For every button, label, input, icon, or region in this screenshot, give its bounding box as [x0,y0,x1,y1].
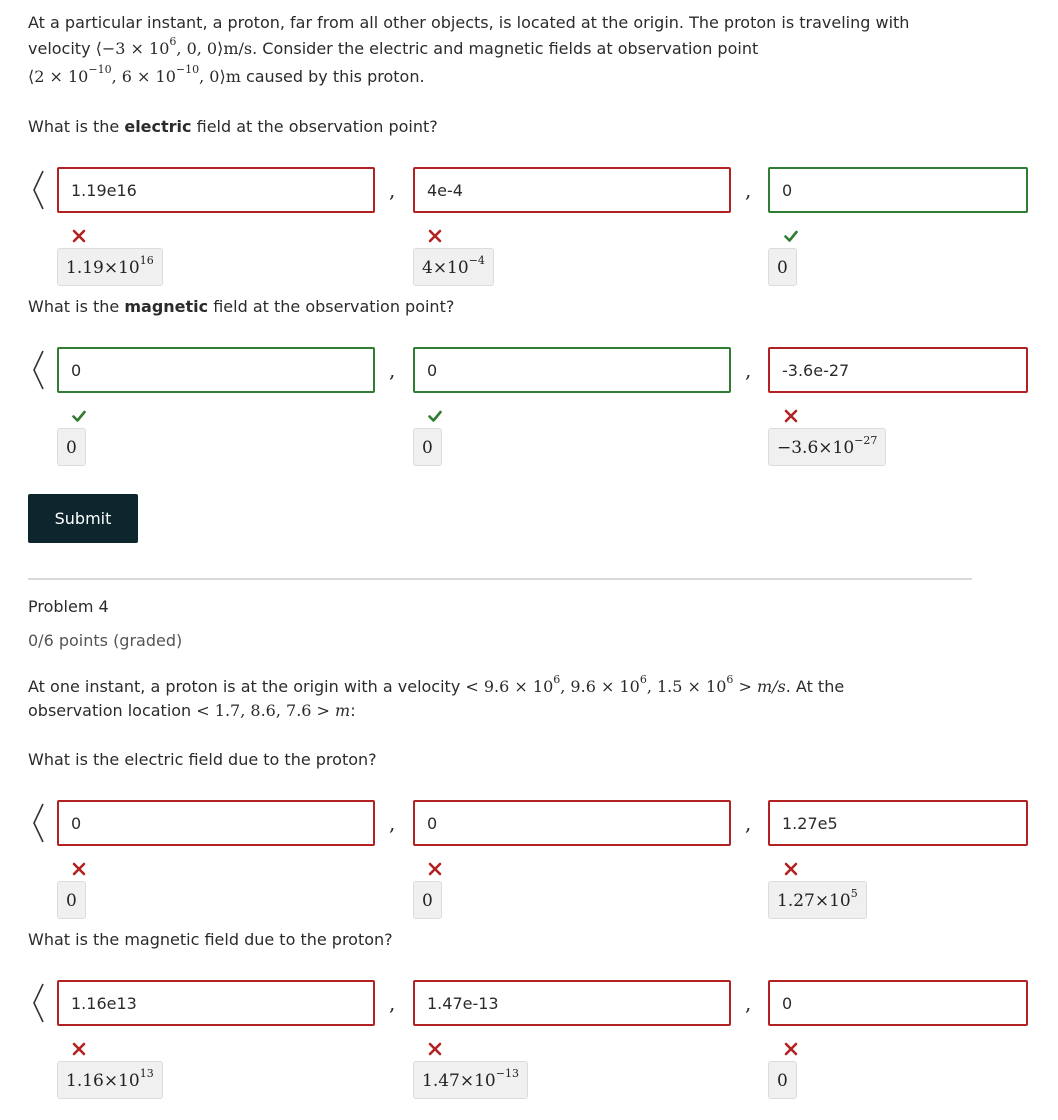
question-bold: electric [124,117,192,136]
preview-base: 1.47×10 [422,1071,496,1091]
velocity-value: ⟨−3 × 10 [95,39,170,58]
math-part: , 0⟩m [199,67,241,86]
problem-title: Problem 4 [28,597,109,616]
incorrect-x-icon [428,1042,442,1056]
preview-base: 0 [777,1071,788,1091]
velocity-math [95,35,253,58]
math-exponent: −10 [88,63,112,76]
incorrect-x-icon [72,862,86,876]
problem-intro-line3 [28,65,425,89]
math-unit: m/s [756,677,786,696]
question-electric [28,115,438,139]
vector-bracket-icon [29,347,51,393]
intro-text: observation location [28,701,197,720]
comma-separator: , [389,811,396,835]
preview-base: 0 [66,438,77,458]
intro-text: : [350,701,356,720]
math-exponent: 6 [639,673,647,686]
intro-text: . Consider the electric and magnetic fields at observation point [252,39,759,58]
observation-point-math [28,63,241,86]
vector-bracket-icon [29,167,51,213]
math-part: > [733,677,757,696]
p4-magnetic-x-input[interactable] [57,980,375,1026]
p3-electric-y-input[interactable] [413,167,731,213]
section-divider [28,578,972,580]
velocity-math [465,673,757,696]
answer-preview [57,428,86,466]
answer-preview [768,1061,797,1099]
math-exponent: −10 [175,63,200,76]
math-part: , 9.6 × 10 [560,677,640,696]
intro-text: . At the [785,677,845,696]
incorrect-x-icon [784,1042,798,1056]
math-part: , 1.5 × 10 [646,677,727,696]
math-part: ⟨2 × 10 [28,67,89,86]
comma-separator: , [745,178,752,202]
comma-separator: , [745,358,752,382]
incorrect-x-icon [72,1042,86,1056]
problem-intro-line2 [28,37,758,61]
problem4-intro-line1 [28,675,844,699]
p4-magnetic-z-input[interactable] [768,980,1028,1026]
question-text: field at the observation point? [208,297,455,316]
p3-magnetic-x-input[interactable] [57,347,375,393]
p3-electric-x-input[interactable] [57,167,375,213]
preview-base: 1.19×10 [66,258,140,278]
correct-check-icon [72,409,86,423]
incorrect-x-icon [784,409,798,423]
correct-check-icon [784,229,798,243]
preview-exponent: 13 [139,1067,154,1080]
problem4-intro-line2 [28,699,356,723]
question-bold: magnetic [124,297,209,316]
p4-electric-z-input[interactable] [768,800,1028,846]
problem-intro-line1: At a particular instant, a proton, far from all other objects, is located at the origin. The proton is traveling with [28,13,910,32]
answer-preview [768,881,867,919]
answer-preview [768,248,797,286]
problem-points: 0/6 points (graded) [28,631,183,650]
math-exponent: 6 [726,673,734,686]
comma-separator: , [745,811,752,835]
answer-preview [57,1061,163,1099]
p4-electric-y-input[interactable] [413,800,731,846]
preview-base: 0 [777,258,788,278]
answer-preview [57,248,163,286]
answer-preview [413,1061,528,1099]
preview-exponent: −13 [495,1067,519,1080]
preview-exponent: −4 [468,254,485,267]
submit-button[interactable]: Submit [28,494,138,543]
comma-separator: , [389,178,396,202]
question-magnetic: What is the magnetic field due to the proton? [28,930,393,949]
answer-preview [413,881,442,919]
math-unit: m [335,701,351,720]
incorrect-x-icon [428,862,442,876]
velocity-exponent: 6 [169,35,177,48]
p3-electric-z-input[interactable] [768,167,1028,213]
preview-base: 4×10 [422,258,469,278]
math-part: , 6 × 10 [111,67,176,86]
p3-magnetic-y-input[interactable] [413,347,731,393]
math-part: < 9.6 × 10 [465,677,554,696]
correct-check-icon [428,409,442,423]
answer-preview [413,248,494,286]
p3-magnetic-z-input[interactable] [768,347,1028,393]
comma-separator: , [389,991,396,1015]
preview-exponent: 5 [850,887,858,900]
comma-separator: , [389,358,396,382]
math-exponent: 6 [553,673,561,686]
preview-base: 0 [422,438,433,458]
question-magnetic [28,295,454,319]
incorrect-x-icon [72,229,86,243]
vector-bracket-icon [29,800,51,846]
intro-text: caused by this proton. [240,67,425,86]
intro-text: At one instant, a proton is at the origin with a velocity [28,677,466,696]
incorrect-x-icon [428,229,442,243]
question-text: What is the [28,297,125,316]
velocity-rest: , 0, 0⟩m/s [176,39,253,58]
answer-preview [768,428,886,466]
preview-exponent: −27 [854,434,878,447]
preview-base: 0 [422,891,433,911]
p4-electric-x-input[interactable] [57,800,375,846]
preview-base: 0 [66,891,77,911]
answer-preview [413,428,442,466]
vector-bracket-icon [29,980,51,1026]
preview-base: −3.6×10 [777,438,855,458]
comma-separator: , [745,991,752,1015]
p4-magnetic-y-input[interactable] [413,980,731,1026]
preview-exponent: 16 [139,254,154,267]
preview-base: 1.27×10 [777,891,851,911]
question-text: field at the observation point? [191,117,438,136]
incorrect-x-icon [784,862,798,876]
intro-text: velocity [28,39,96,58]
location-math: < 1.7, 8.6, 7.6 > [196,701,336,720]
question-electric: What is the electric field due to the proton? [28,750,377,769]
question-text: What is the [28,117,125,136]
preview-base: 1.16×10 [66,1071,140,1091]
answer-preview [57,881,86,919]
